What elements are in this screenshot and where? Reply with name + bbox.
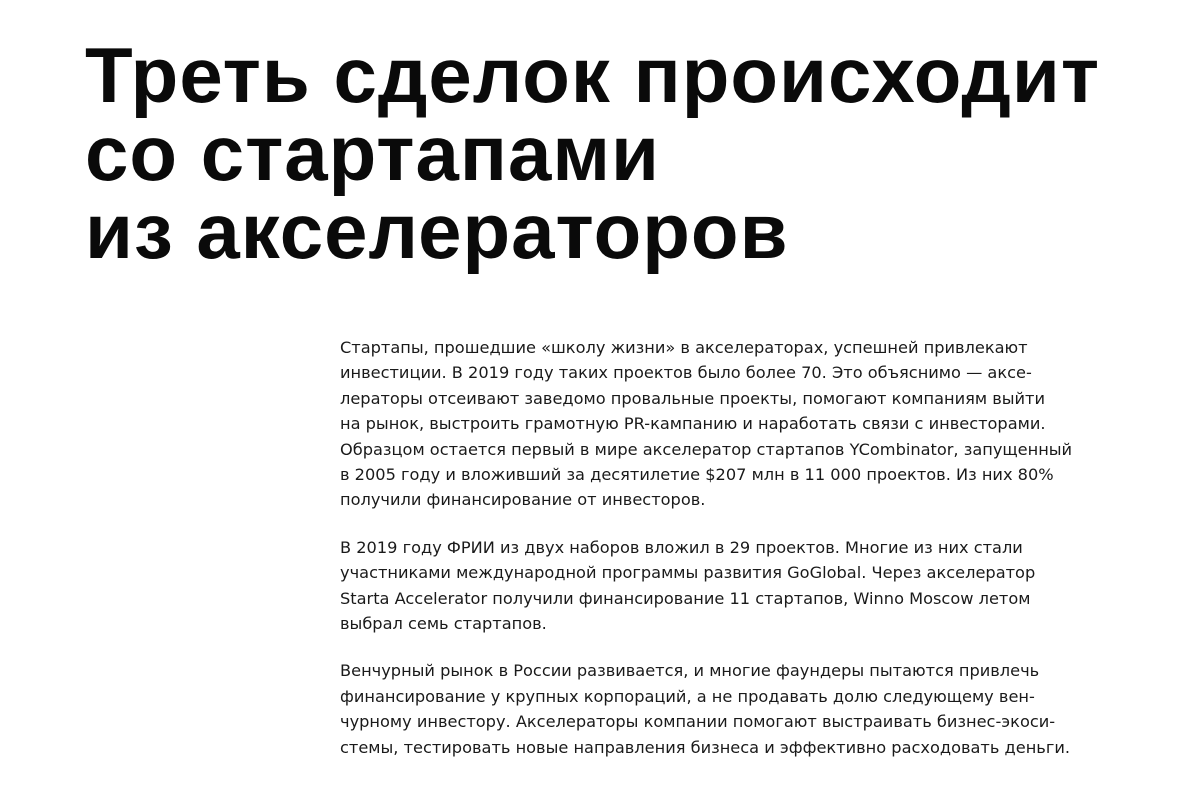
text-line: на рынок, выстроить грамотную PR-кампанию и наработать связи с инвесторами. [340, 414, 1046, 434]
text-line: Стартапы, прошедшие «школу жизни» в акселераторах, успешней привлекают [340, 338, 1028, 357]
text-line: Starta Accelerator получили финансирование 11 стартапов, Winno Moscow летом [340, 588, 1031, 608]
text-line: инвестиции. В 2019 году таких проектов было более 70. Это объяснимо — аксе- [340, 363, 1032, 383]
title-line: из акселераторов [85, 187, 789, 275]
text-line: выбрал семь стартапов. [340, 614, 547, 634]
text-line: участниками международной программы развития GoGlobal. Через акселератор [340, 563, 1036, 583]
text-line: в 2005 году и вложивший за десятилетие $207 млн в 11 000 проектов. Из них 80% [340, 465, 1054, 485]
text-line: получили финансирование от инвесторов. [340, 490, 706, 510]
paragraph-frii [340, 535, 1100, 637]
page-title [85, 31, 1145, 275]
title-line: Треть сделок происходит [85, 31, 1101, 119]
paragraph-yc [340, 335, 1100, 513]
text-line: лераторы отсеивают заведомо провальные проекты, помогают компаниям выйти [340, 388, 1045, 408]
text-line: чурному инвестору. Акселераторы компании помогают выстраивать бизнес-экоси- [340, 712, 1056, 732]
text-line: стемы, тестировать новые направления бизнеса и эффективно расходовать деньги. [340, 737, 1070, 757]
text-line: В 2019 году ФРИИ из двух наборов вложил в 29 проектов. Многие из них стали [340, 537, 1023, 557]
text-line: финансирование у крупных корпораций, а не продавать долю следующему вен- [340, 686, 1035, 706]
text-line: Образцом остается первый в мире акселератор стартапов YCombinator, запущенный [340, 439, 1073, 459]
title-line: со стартапами [85, 109, 660, 197]
article-body [340, 335, 1100, 782]
text-line: Венчурный рынок в России развивается, и многие фаундеры пытаются привлечь [340, 661, 1040, 681]
paragraph-venture-market [340, 658, 1100, 760]
